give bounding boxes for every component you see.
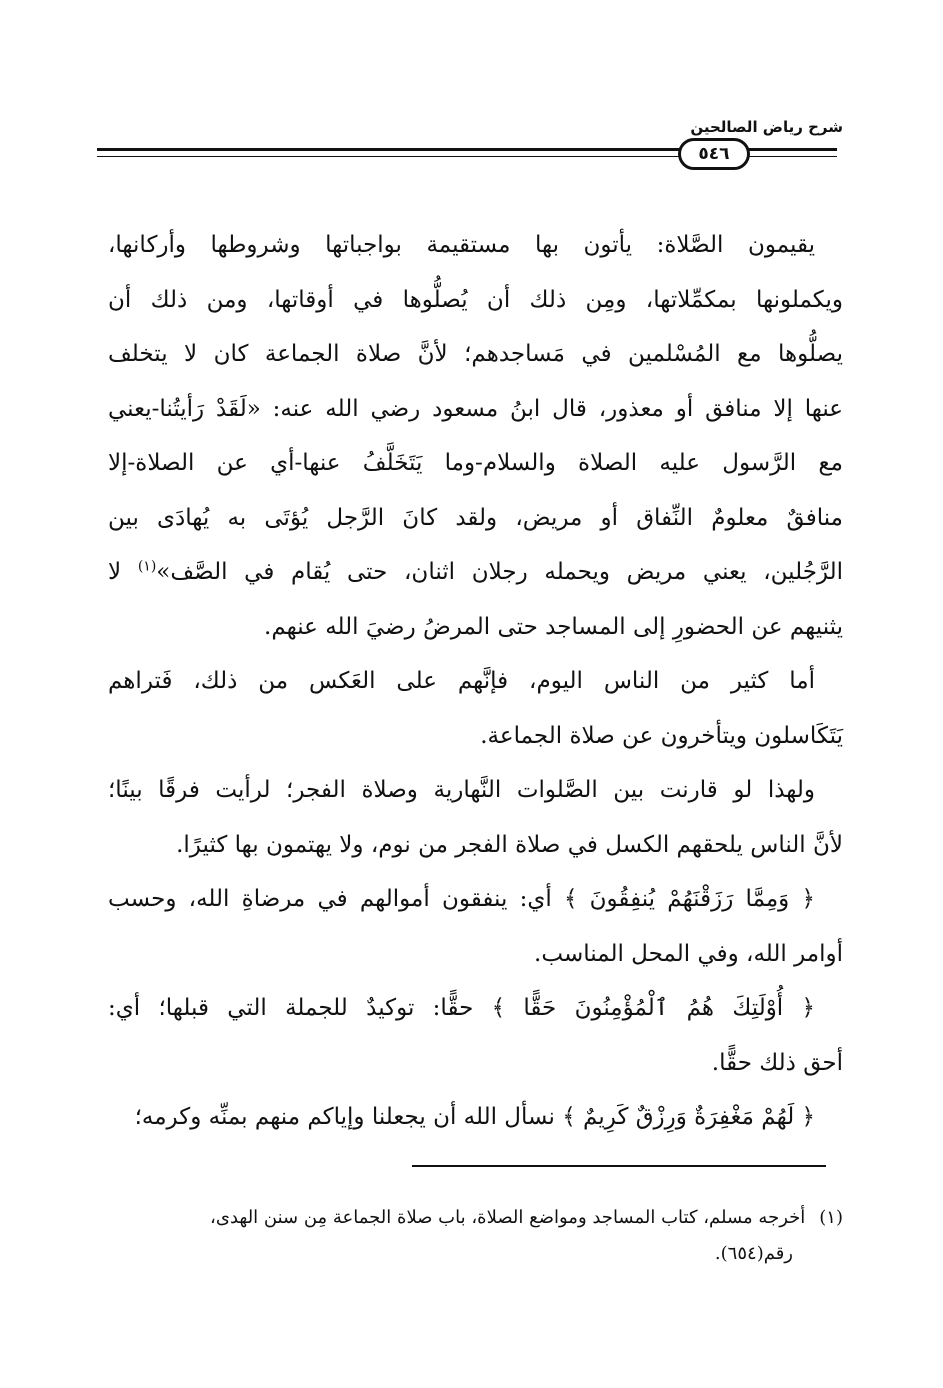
text-line: يقيمون الصَّلاة: يأتون بها مستقيمة بواجباتها وشروطها وأركانها، xyxy=(108,232,815,258)
paragraph-5 xyxy=(108,981,843,1090)
text-line: يثنيهم عن الحضورِ إلى المساجد حتى المرضُ رضيَ الله عنهم. xyxy=(264,613,843,640)
text-line: عنها إلا منافق أو معذور، قال ابنُ مسعود رضي الله عنه: «لَقَدْ رَأيتُنا-يعني xyxy=(108,395,843,422)
footnote xyxy=(108,1200,843,1272)
page-number: ٥٤٦ xyxy=(698,144,730,164)
text-line: أحق ذلك حقًّا. xyxy=(711,1049,843,1076)
footnote-reference: (١) xyxy=(137,558,157,575)
text-line: أوامر الله، وفي المحل المناسب. xyxy=(534,940,843,967)
footnote-marker: (١) xyxy=(819,1207,843,1228)
paragraph-6 xyxy=(108,1090,843,1145)
paragraph-2 xyxy=(108,654,843,763)
verse-line: ﴿ أُوْلَتِكَ هُمُ ٱلْمُؤْمِنُونَ حَقًّا ﴾ حقًّا: توكيدٌ للجملة التي قبلها؛ أي: xyxy=(108,995,815,1021)
verse-line: ﴿ لَهُمْ مَغْفِرَةٌ وَرِزْقٌ كَرِيمٌ ﴾ نسأل الله أن يجعلنا وإياكم منهم بمنِّه وكرمه؛ xyxy=(134,1104,815,1130)
body-text xyxy=(108,218,843,1145)
footnote-line-2: رقم(٦٥٤). xyxy=(714,1243,793,1264)
text-line: منافقٌ معلومٌ النِّفاق أو مريض، ولقد كانَ الرَّجل يُؤتَى به يُهادَى بين xyxy=(108,504,843,531)
footnote-text: أخرجه مسلم، كتاب المساجد ومواضع الصلاة، باب صلاة الجماعة مِن سنن الهدى، xyxy=(210,1207,806,1228)
verse-line: ﴿ وَمِمَّا رَزَقْنَهُمْ يُنفِقُونَ ﴾ أي: ينفقون أموالهم في مرضاةِ الله، وحسب xyxy=(108,886,815,912)
text-line-tail: لا xyxy=(108,559,122,585)
text-line: ويكملونها بمكمِّلاتها، ومِن ذلك أن يُصلُّوها في أوقاتها، ومن ذلك أن xyxy=(108,286,843,313)
paragraph-4 xyxy=(108,872,843,981)
text-line: لأنَّ الناس يلحقهم الكسل في صلاة الفجر من نوم، ولا يهتمون بها كثيرًا. xyxy=(176,831,843,858)
page-number-badge xyxy=(678,138,750,170)
running-title: شرح رياض الصالحين xyxy=(690,118,843,136)
text-line: أما كثير من الناس اليوم، فإنَّهم على العَكس من ذلك، فَتراهم xyxy=(108,668,815,694)
text-line: ولهذا لو قارنت بين الصَّلوات النَّهارية وصلاة الفجر؛ لرأيت فرقًا بينًا؛ xyxy=(108,777,815,803)
paragraph-3 xyxy=(108,763,843,872)
text-line: يصلُّوها مع المُسْلمين في مَساجدهم؛ لأنَّ صلاة الجماعة كان لا يتخلف xyxy=(108,341,843,367)
text-line: الرَّجُلين، يعني مريض ويحمله رجلان اثنان، حتى يُقام في الصَّف» xyxy=(156,559,843,585)
footnote-separator xyxy=(412,1165,826,1167)
footnote-line xyxy=(108,1200,843,1236)
text-line: يَتَكَاسلون ويتأخرون عن صلاة الجماعة. xyxy=(480,722,843,749)
text-line: مع الرَّسول عليه الصلاة والسلام-وما يَتَخَلَّفُ عنها-أي عن الصلاة-إلا xyxy=(108,450,843,476)
text-line-with-footnote xyxy=(108,545,843,600)
paragraph-1 xyxy=(108,218,843,654)
